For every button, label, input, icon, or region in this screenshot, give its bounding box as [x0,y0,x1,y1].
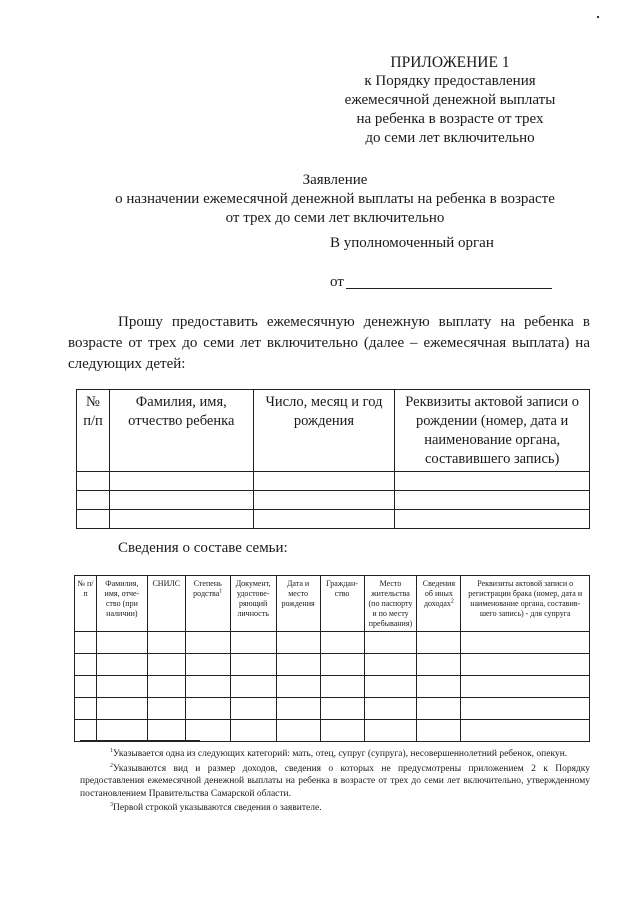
table-cell[interactable] [185,654,230,676]
table-cell[interactable] [395,491,590,510]
table-cell[interactable] [253,510,395,529]
table-cell[interactable] [96,720,147,742]
footnote-ref: 2 [450,598,454,605]
table-cell[interactable] [230,698,276,720]
appendix-title: ПРИЛОЖЕНИЕ 1 [390,54,510,71]
table-cell[interactable] [75,676,97,698]
column-header: № п/ п [75,576,97,632]
footnote-ref: 1 [219,588,223,595]
column-header: № п/п [77,390,110,472]
table-row [75,720,590,742]
table-cell[interactable] [417,632,461,654]
table-cell[interactable] [77,491,110,510]
table-cell[interactable] [185,676,230,698]
table-cell[interactable] [364,654,417,676]
table-cell[interactable] [320,720,364,742]
table-cell[interactable] [230,654,276,676]
table-cell[interactable] [364,676,417,698]
request-paragraph: Прошу предоставить ежемесячную денежную выплату на ребенка в возрасте от трех до семи лет включительно (далее – ежемесячная выплата) на следующих детей: [68,314,590,372]
table-row [77,472,590,491]
table-cell[interactable] [147,720,185,742]
table-cell[interactable] [147,698,185,720]
table-cell[interactable] [185,632,230,654]
table-cell[interactable] [461,632,590,654]
table-cell[interactable] [147,654,185,676]
table-row [77,510,590,529]
footnote [80,802,590,815]
table-cell[interactable] [230,632,276,654]
table-cell[interactable] [320,676,364,698]
table-cell[interactable] [364,698,417,720]
table-cell[interactable] [276,676,320,698]
footnote [80,763,590,801]
column-header: Фамилия, имя, отче-ство (при наличии) [96,576,147,632]
column-header: Число, месяц и год рождения [253,390,395,472]
table-cell[interactable] [185,720,230,742]
table-cell[interactable] [276,632,320,654]
table-cell[interactable] [230,676,276,698]
footnotes [80,748,590,817]
footnote-mark: 1 [110,747,113,754]
table-cell[interactable] [75,632,97,654]
family-table [74,575,590,742]
table-cell[interactable] [77,510,110,529]
column-header: Реквизиты актовой записи о рождении (номер, дата и наименование органа, составившего запись) [395,390,590,472]
table-cell[interactable] [320,654,364,676]
column-header: Фамилия, имя, отчество ребенка [109,390,253,472]
appendix-line: до семи лет включительно [365,130,535,146]
recipient-org: В уполномоченный орган [330,235,494,251]
table-header-row [75,576,590,632]
table-row [75,654,590,676]
table-cell[interactable] [364,632,417,654]
table-cell[interactable] [461,698,590,720]
family-section-title: Сведения о составе семьи: [118,540,288,556]
table-cell[interactable] [320,632,364,654]
column-header: Место жительства (по паспорту и по месту пребывания) [364,576,417,632]
table-cell[interactable] [253,491,395,510]
footnote-text: Первой строкой указываются сведения о заявителе. [113,803,322,813]
footnote-separator [80,740,200,741]
table-row [75,676,590,698]
table-cell[interactable] [276,720,320,742]
table-cell[interactable] [461,720,590,742]
table-row [75,632,590,654]
applicant-name-field[interactable] [346,288,552,289]
table-cell[interactable] [109,472,253,491]
table-cell[interactable] [230,720,276,742]
table-cell[interactable] [147,632,185,654]
table-cell[interactable] [96,698,147,720]
application-subtitle-line: от трех до семи лет включительно [225,210,445,226]
table-row [77,491,590,510]
table-cell[interactable] [417,720,461,742]
table-cell[interactable] [320,698,364,720]
table-cell[interactable] [109,510,253,529]
table-cell[interactable] [147,676,185,698]
table-cell[interactable] [77,472,110,491]
column-header [185,576,230,632]
table-cell[interactable] [109,491,253,510]
table-cell[interactable] [96,632,147,654]
table-cell[interactable] [461,676,590,698]
table-cell[interactable] [417,676,461,698]
table-cell[interactable] [395,510,590,529]
application-subtitle-line: о назначении ежемесячной денежной выплаты на ребенка в возрасте [115,191,555,207]
column-header: Документ, удостове-ряющий личность [230,576,276,632]
footnote-text: Указывается одна из следующих категорий: мать, отец, супруг (супруга), несовершеннолетний ребенок, опекун. [113,749,568,759]
column-header: Реквизиты актовой записи о регистрации брака (номер, дата и наименование органа, составив-шего запись) - для супруга [461,576,590,632]
table-cell[interactable] [75,654,97,676]
appendix-line: на ребенка в возрасте от трех [356,111,544,127]
footnote-text: Указываются вид и размер доходов, сведения о которых не предусмотрены приложением 2 к Порядку предоставления ежемесячной денежной выплаты на ребенка в возрасте от трех до семи лет включительно, утвержденному постановлением Правительства Самарской области. [80,763,590,799]
column-header-text: Сведения об иных доходах [422,579,456,608]
table-cell[interactable] [185,698,230,720]
table-cell[interactable] [253,472,395,491]
application-heading [100,171,570,228]
footnote [80,748,590,761]
table-cell[interactable] [417,698,461,720]
application-title: Заявление [302,172,368,188]
footnote-mark: 3 [110,801,113,808]
table-cell[interactable] [395,472,590,491]
column-header: Дата и место рождения [276,576,320,632]
table-cell[interactable] [75,720,97,742]
table-cell[interactable] [417,654,461,676]
column-header-text: Степень родства [193,579,222,598]
table-cell[interactable] [276,698,320,720]
table-row [75,698,590,720]
footnote-mark: 2 [110,762,113,769]
appendix-line: ежемесячной денежной выплаты [344,92,556,108]
table-cell[interactable] [96,676,147,698]
table-cell[interactable] [364,720,417,742]
table-header-row [77,390,590,472]
column-header: СНИЛС [147,576,185,632]
table-cell[interactable] [461,654,590,676]
table-cell[interactable] [75,698,97,720]
from-label: от [330,274,344,290]
table-cell[interactable] [276,654,320,676]
appendix-block [300,53,600,148]
scan-dot [597,16,599,18]
table-cell[interactable] [96,654,147,676]
appendix-line: к Порядку предоставления [364,73,536,89]
column-header: Граждан-ство [320,576,364,632]
children-table [76,389,590,529]
column-header [417,576,461,632]
